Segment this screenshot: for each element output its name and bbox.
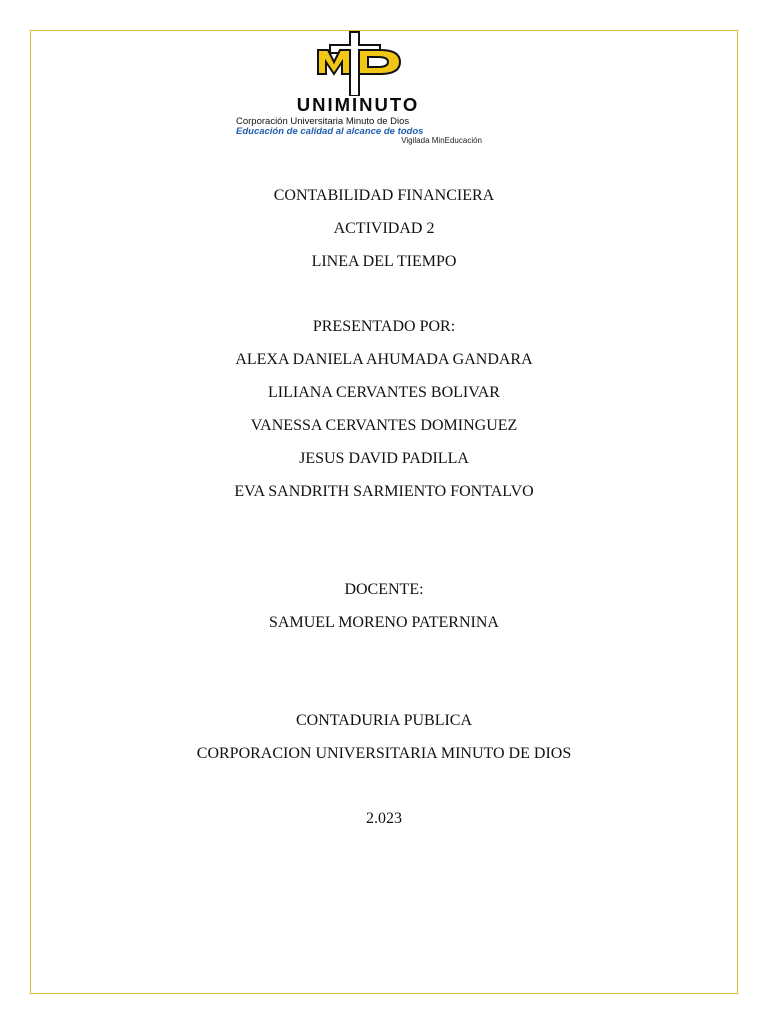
logo-note: Vigilada MinEducación bbox=[401, 136, 482, 145]
logo-title: UNIMINUTO bbox=[296, 94, 420, 115]
topic-title: LINEA DEL TIEMPO bbox=[311, 253, 457, 270]
author-name: VANESSA CERVANTES DOMINGUEZ bbox=[250, 417, 518, 434]
author-name: ALEXA DANIELA AHUMADA GANDARA bbox=[235, 351, 533, 368]
teacher-label: DOCENTE: bbox=[344, 581, 424, 598]
activity-title: ACTIVIDAD 2 bbox=[333, 220, 435, 237]
author-name: LILIANA CERVANTES BOLIVAR bbox=[268, 384, 500, 401]
page-border bbox=[30, 30, 738, 994]
logo-subtitle: Corporación Universitaria Minuto de Dios bbox=[236, 116, 410, 127]
md-cross-emblem-icon bbox=[232, 30, 486, 96]
year: 2.023 bbox=[366, 810, 402, 827]
teacher-name: SAMUEL MORENO PATERNINA bbox=[269, 614, 499, 631]
presented-by-label: PRESENTADO POR: bbox=[312, 318, 456, 335]
logo-tagline: Educación de calidad al alcance de todos bbox=[236, 126, 424, 137]
institution-name: CORPORACION UNIVERSITARIA MINUTO DE DIOS bbox=[196, 745, 572, 762]
program-name: CONTADURIA PUBLICA bbox=[295, 712, 473, 729]
uniminuto-logo bbox=[232, 30, 486, 145]
author-name: EVA SANDRITH SARMIENTO FONTALVO bbox=[234, 483, 534, 500]
course-title: CONTABILIDAD FINANCIERA bbox=[273, 187, 495, 204]
author-name: JESUS DAVID PADILLA bbox=[299, 450, 469, 467]
